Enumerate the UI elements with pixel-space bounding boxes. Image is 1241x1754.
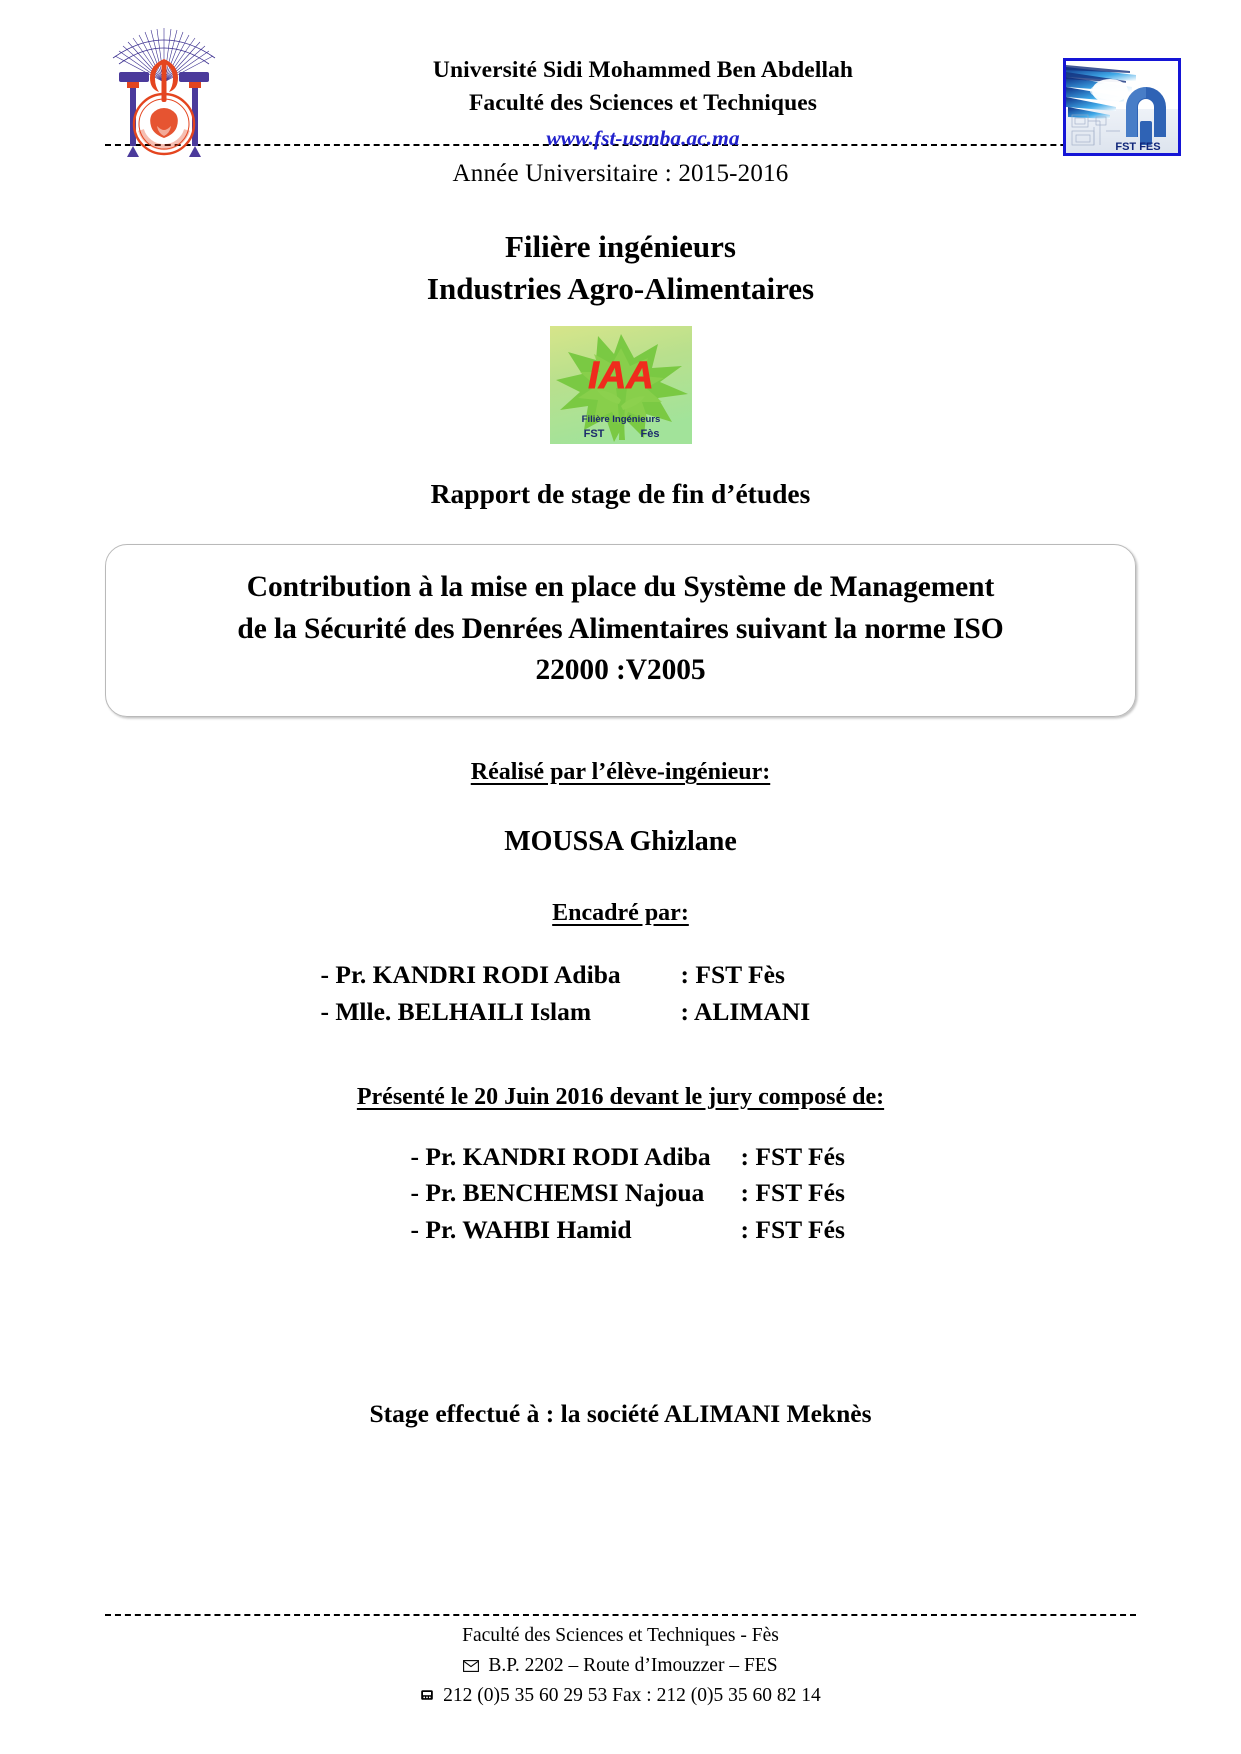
jury-row (411, 1212, 901, 1249)
footer-divider (105, 1614, 1136, 1616)
program-title (0, 226, 1241, 310)
university-website[interactable]: www.fst-usmba.ac.ma (546, 125, 740, 150)
report-title-line2: de la Sécurité des Denrées Alimentaires suivant la norme ISO (237, 612, 1004, 645)
university-name-line2: Faculté des Sciences et Techniques (468, 90, 818, 117)
supervisor-affiliation: : FST Fès (680, 960, 785, 990)
fst-fes-logo-text: FST FES (1115, 141, 1161, 153)
supervisors-heading: Encadré par: (552, 900, 689, 927)
jury-row (411, 1139, 901, 1176)
jury-row (411, 1175, 901, 1212)
report-type: Rapport de stage de fin d’études (430, 477, 811, 509)
iaa-logo-container (0, 326, 1241, 444)
page-header (0, 0, 1241, 153)
report-title-box (105, 544, 1136, 718)
jury-section (0, 1084, 1241, 1111)
jury-member-name: - Pr. BENCHEMSI Najoua (410, 1178, 705, 1208)
page-footer (0, 1614, 1241, 1712)
iaa-logo-subtitle: Filière Ingénieurs (581, 413, 660, 425)
footer-contact (0, 1621, 1241, 1712)
jury-member-name: - Pr. WAHBI Hamid (410, 1215, 632, 1245)
jury-member-affiliation: : FST Fés (740, 1178, 845, 1208)
report-title-line3: 22000 :V2005 (535, 654, 706, 687)
university-seal-logo (105, 26, 223, 158)
author-name: MOUSSA Ghizlane (504, 826, 737, 858)
jury-member-affiliation: : FST Fés (740, 1215, 845, 1245)
supervisor-row (321, 957, 921, 993)
supervisors-list (0, 957, 1241, 1029)
iaa-logo-acronym: IAA (587, 354, 654, 397)
jury-heading: Présenté le 20 Juin 2016 devant le jury composé de: (356, 1083, 885, 1110)
supervisor-name: - Mlle. BELHAILI Islam (320, 996, 592, 1026)
footer-phone-row (0, 1681, 1241, 1712)
footer-address-row (0, 1651, 1241, 1682)
supervisors-section (0, 900, 1241, 927)
fst-fes-logo (1063, 58, 1181, 156)
university-heading (223, 26, 1063, 154)
internship-location: Stage effectué à : la société ALIMANI Meknès (369, 1398, 872, 1428)
jury-member-name: - Pr. KANDRI RODI Adiba (410, 1141, 711, 1171)
iaa-logo-right-label: Fès (640, 427, 659, 440)
supervisor-name: - Pr. KANDRI RODI Adiba (320, 960, 621, 990)
program-line1: Filière ingénieurs (504, 229, 737, 264)
phone-icon (420, 1682, 434, 1712)
author-heading: Réalisé par l’élève-ingénieur: (470, 759, 771, 786)
footer-address: B.P. 2202 – Route d’Imouzzer – FES (488, 1654, 778, 1676)
author-section (0, 759, 1241, 786)
program-line2: Industries Agro-Alimentaires (426, 270, 815, 306)
iaa-logo-left-label: FST (583, 427, 604, 440)
jury-list (0, 1139, 1241, 1249)
mail-icon (463, 1652, 479, 1682)
report-title-line1: Contribution à la mise en place du Système de Management (246, 570, 995, 603)
jury-member-affiliation: : FST Fés (740, 1141, 845, 1171)
footer-phone: 212 (0)5 35 60 29 53 Fax : 212 (0)5 35 60 82 14 (443, 1685, 821, 1707)
iaa-logo (550, 326, 692, 444)
footer-faculty: Faculté des Sciences et Techniques - Fès (462, 1625, 779, 1647)
academic-year: Année Universitaire : 2015-2016 (452, 160, 789, 187)
university-name-line1: Université Sidi Mohammed Ben Abdellah (432, 57, 854, 83)
supervisor-affiliation: : ALIMANI (680, 996, 811, 1026)
supervisor-row (321, 994, 921, 1030)
